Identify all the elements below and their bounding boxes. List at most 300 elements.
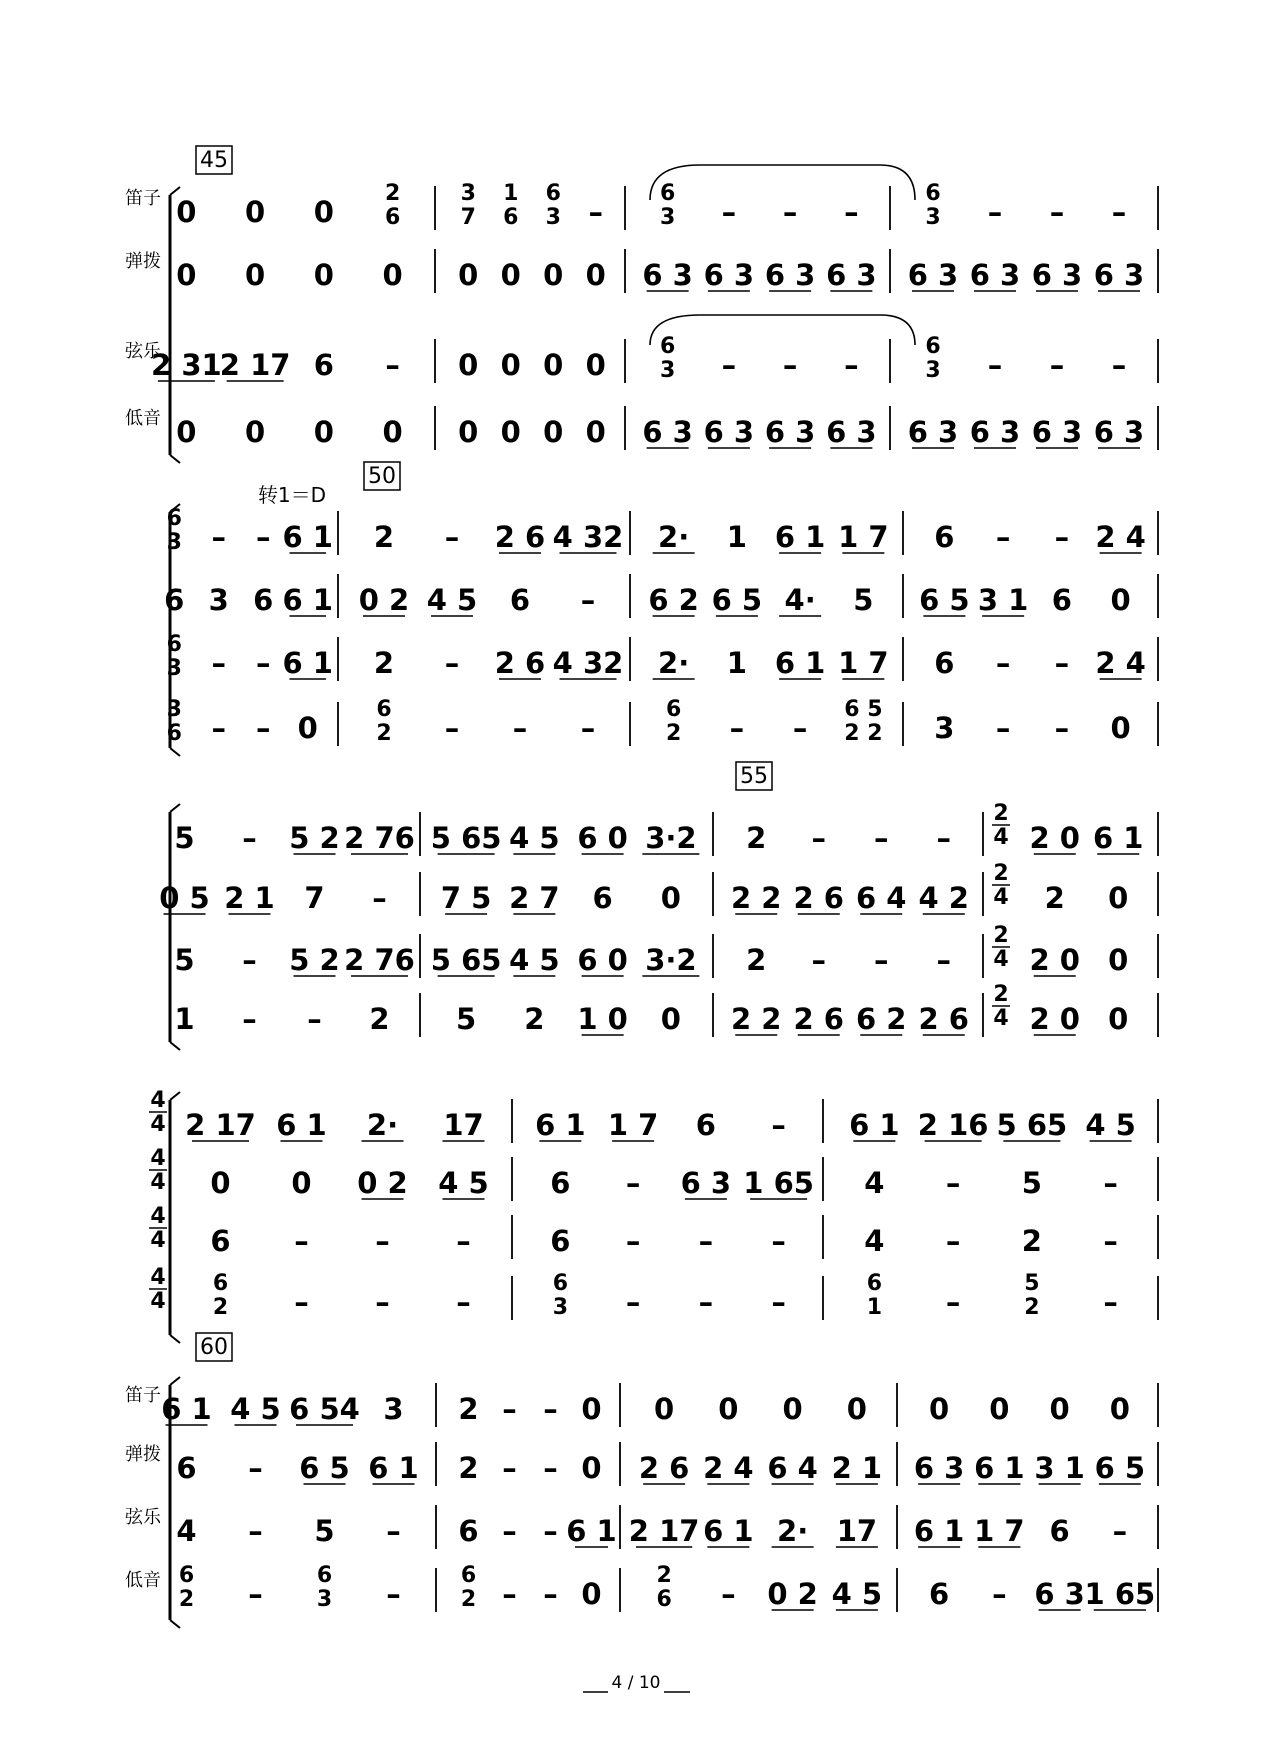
note-group: –	[945, 1285, 961, 1319]
time-sig-bottom: 4	[150, 1228, 166, 1253]
system-s1	[125, 181, 1158, 463]
note-group: –	[502, 1392, 517, 1426]
note-group: –	[771, 1108, 786, 1142]
chord-note-lower: 3	[925, 205, 941, 230]
time-sig-bottom: 4	[150, 1170, 166, 1195]
note-group: 0	[458, 415, 479, 449]
note-group: 2 4	[1095, 646, 1146, 680]
note-group: 6 3	[680, 1166, 732, 1200]
chord-note-upper: 2	[384, 181, 401, 206]
note-group: 2	[369, 1002, 390, 1036]
chord-note-upper: 6	[925, 181, 941, 206]
chord-note-upper: 2	[656, 1563, 672, 1588]
time-sig-top: 4	[150, 1146, 166, 1171]
chord-note-upper: 6	[665, 697, 682, 722]
note-group: 2 17	[185, 1108, 256, 1142]
note-group: 6 5	[919, 583, 970, 617]
note-group: 4 5	[509, 821, 560, 855]
note-group: –	[211, 711, 226, 745]
note-group: –	[456, 1224, 471, 1258]
note-group: 6 1	[913, 1514, 965, 1548]
note-group: –	[444, 646, 460, 680]
note-group: 2 6	[494, 520, 546, 554]
note-group: 0	[989, 1392, 1010, 1426]
note-group: 0	[297, 711, 318, 745]
note-group: 6	[210, 1224, 231, 1258]
note-group: –	[580, 711, 596, 745]
note-group: 6	[929, 1577, 950, 1611]
note-group: 6 3	[764, 258, 816, 292]
note-group: 4 5	[509, 943, 560, 977]
note-group: 0	[543, 258, 564, 292]
note-group: 6 3	[703, 258, 755, 292]
rehearsal-mark-60	[196, 1333, 232, 1361]
note-group: 0	[245, 415, 266, 449]
note-group: 2·	[658, 646, 690, 680]
note-group: 1 65	[743, 1166, 814, 1200]
chord-note-lower: 3	[659, 205, 676, 230]
note-group: 1 7	[607, 1108, 659, 1142]
rehearsal-mark-50	[364, 462, 400, 490]
note-group: –	[1049, 348, 1065, 382]
chord-note-lower: 3	[166, 656, 182, 681]
note-group: 0	[500, 258, 521, 292]
rehearsal-number: 45	[200, 148, 228, 173]
note-group: 1	[726, 520, 747, 554]
note-group: 5 2	[289, 943, 340, 977]
note-group: –	[625, 1224, 641, 1258]
note-group: 6 3	[1034, 1577, 1085, 1611]
bracket-top-hook	[170, 804, 180, 812]
note-group: 6	[164, 583, 185, 617]
note-group: –	[987, 348, 1003, 382]
note-group: 2 0	[1029, 821, 1080, 855]
note-group: 6	[176, 1451, 197, 1485]
note-group: –	[256, 520, 271, 554]
note-group: –	[698, 1224, 714, 1258]
note-group: 0	[382, 258, 403, 292]
note-group: 2	[373, 646, 395, 680]
chord-note-lower: 3	[925, 358, 941, 383]
note-group: 0	[500, 415, 521, 449]
note-group: 2·	[366, 1108, 399, 1142]
note-group: 6 3	[642, 415, 693, 449]
note-group: 2	[458, 1392, 479, 1426]
chord-note-lower: 2 2	[844, 721, 883, 746]
note-group: 2 4	[703, 1451, 754, 1485]
note-group: –	[1103, 1285, 1118, 1319]
note-group: 6	[253, 583, 274, 617]
note-group: 3	[934, 711, 955, 745]
note-group: –	[945, 1166, 961, 1200]
note-group: 2 17	[219, 348, 291, 382]
note-group: 5	[1021, 1166, 1042, 1200]
note-group: 1	[174, 1002, 195, 1036]
note-group: 0	[313, 415, 334, 449]
note-group: 6 54	[289, 1392, 360, 1426]
chord-note-lower: 2	[178, 1587, 195, 1612]
system-s2	[164, 504, 1158, 756]
note-group: –	[502, 1577, 517, 1611]
note-group: 6 1	[276, 1108, 327, 1142]
time-sig-top: 2	[993, 982, 1009, 1007]
note-group: 6 3	[826, 258, 877, 292]
note-group: 6 3	[826, 415, 877, 449]
time-sig-bottom: 4	[993, 885, 1009, 910]
note-group: 2 6	[918, 1002, 969, 1036]
note-group: 2 4	[1095, 520, 1146, 554]
chord-note-upper: 6	[316, 1563, 333, 1588]
note-group: –	[502, 1514, 517, 1548]
instrument-label: 弹拨	[125, 1444, 161, 1465]
note-group: 2	[1021, 1224, 1042, 1258]
note-group: 6	[1049, 1514, 1070, 1548]
note-group: 0	[846, 1392, 867, 1426]
chord-note-lower: 3	[316, 1587, 333, 1612]
note-group: –	[588, 195, 603, 229]
note-group: –	[698, 1285, 714, 1319]
note-group: 2 2	[731, 881, 782, 915]
note-group: 2 1	[224, 881, 275, 915]
note-group: 0	[313, 195, 334, 229]
time-sig-bottom: 4	[993, 825, 1009, 850]
note-group: –	[721, 1577, 736, 1611]
chord-note-lower: 3	[552, 1295, 569, 1320]
note-group: –	[844, 195, 859, 229]
note-group: 2·	[777, 1514, 809, 1548]
note-group: 0	[291, 1166, 312, 1200]
note-group: 0	[585, 258, 606, 292]
note-group: –	[992, 1577, 1007, 1611]
note-group: 0	[718, 1392, 739, 1426]
note-group: –	[543, 1392, 558, 1426]
note-group: 6 5	[1094, 1451, 1146, 1485]
note-group: –	[375, 1224, 390, 1258]
note-group: 6 3	[913, 1451, 965, 1485]
rehearsal-number: 55	[740, 764, 768, 789]
note-group: 6 0	[577, 943, 628, 977]
note-group: –	[782, 348, 798, 382]
note-group: –	[386, 1514, 401, 1548]
note-group: 0	[543, 348, 564, 382]
note-group: 6	[550, 1224, 571, 1258]
note-group: 0 2	[767, 1577, 818, 1611]
note-group: –	[242, 1002, 257, 1036]
chord-note-upper: 5	[1024, 1271, 1040, 1296]
time-sig-bottom: 4	[150, 1289, 166, 1314]
note-group: 1 7	[838, 520, 889, 554]
note-group: –	[307, 1002, 322, 1036]
key-change: 转1＝D	[257, 483, 327, 507]
note-group: 5	[174, 821, 195, 855]
note-group: –	[375, 1285, 390, 1319]
note-group: 5	[456, 1002, 477, 1036]
note-group: 5	[314, 1514, 335, 1548]
note-group: 2 6	[638, 1451, 690, 1485]
note-group: –	[625, 1166, 641, 1200]
note-group: 2 31	[151, 348, 222, 382]
rehearsal-number: 50	[368, 464, 396, 489]
bracket-top-hook	[170, 187, 180, 195]
note-group: 0	[660, 1002, 681, 1036]
note-group: –	[1054, 646, 1070, 680]
note-group: 2 1	[831, 1451, 883, 1485]
note-group: 6 3	[764, 415, 816, 449]
note-group: –	[248, 1577, 263, 1611]
note-group: 0	[1049, 1392, 1070, 1426]
note-group: 6	[934, 520, 955, 554]
note-group: 6 2	[648, 583, 699, 617]
chord-note-upper: 6	[925, 334, 941, 359]
note-group: –	[543, 1577, 558, 1611]
note-group: 3	[383, 1392, 404, 1426]
note-group: 6 1	[566, 1514, 617, 1548]
chord-note-upper: 6	[212, 1271, 229, 1296]
instrument-label: 笛子	[125, 188, 161, 209]
note-group: 3	[208, 583, 229, 617]
rehearsal-mark-55	[736, 762, 772, 790]
chord-note-lower: 3	[659, 358, 676, 383]
note-group: –	[721, 348, 737, 382]
note-group: 0	[210, 1166, 231, 1200]
note-group: 5 65	[430, 821, 502, 855]
note-group: 0	[176, 258, 197, 292]
note-group: 6 1	[1093, 821, 1144, 855]
note-group: –	[242, 943, 257, 977]
note-group: 0	[500, 348, 521, 382]
chord-note-lower: 2	[212, 1295, 229, 1320]
note-group: –	[543, 1514, 558, 1548]
note-group: 4 32	[552, 520, 624, 554]
bracket-bottom-hook	[170, 1335, 180, 1343]
note-group: –	[580, 583, 596, 617]
note-group: 1 7	[838, 646, 889, 680]
note-group: 0 2	[358, 583, 410, 617]
note-group: 3 1	[977, 583, 1029, 617]
chord-note-upper: 6 5	[844, 697, 883, 722]
note-group: 2·	[658, 520, 690, 554]
note-group: 2 17	[628, 1514, 700, 1548]
note-group: 4 5	[438, 1166, 489, 1200]
note-group: 6 3	[969, 258, 1021, 292]
chord-note-lower: 2	[1024, 1295, 1040, 1320]
note-group: 6	[592, 881, 613, 915]
note-group: 4 32	[552, 646, 624, 680]
note-group: 0	[543, 415, 564, 449]
note-group: –	[995, 711, 1011, 745]
note-group: –	[874, 821, 889, 855]
note-group: –	[256, 646, 271, 680]
note-group: 2 76	[344, 943, 415, 977]
chord-note-upper: 6	[166, 506, 182, 531]
note-group: 4 5	[831, 1577, 883, 1611]
note-group: –	[771, 1224, 786, 1258]
time-sig-top: 4	[150, 1088, 166, 1113]
bracket-bottom-hook	[170, 748, 180, 756]
time-sig-bottom: 4	[993, 947, 1009, 972]
note-group: 6 1	[774, 520, 826, 554]
note-group: 0	[581, 1577, 602, 1611]
note-group: 6 4	[856, 881, 907, 915]
note-group: –	[729, 711, 745, 745]
note-group: 4 5	[426, 583, 478, 617]
note-group: 6	[458, 1514, 479, 1548]
chord-note-lower: 7	[460, 205, 476, 230]
note-group: 0	[176, 415, 197, 449]
note-group: –	[294, 1224, 309, 1258]
note-group: 6 3	[1031, 415, 1083, 449]
note-group: 4 2	[918, 881, 969, 915]
note-group: 6 1	[368, 1451, 419, 1485]
note-group: 0 5	[159, 881, 210, 915]
note-group: –	[1111, 348, 1127, 382]
chord-note-lower: 1	[866, 1295, 883, 1320]
note-group: 5	[174, 943, 195, 977]
note-group: 2 6	[793, 1002, 844, 1036]
slur	[650, 315, 915, 345]
page-footer	[583, 1673, 690, 1693]
chord-note-lower: 2	[376, 721, 392, 746]
note-group: –	[1049, 195, 1065, 229]
note-group: –	[1054, 520, 1070, 554]
note-group: –	[242, 821, 257, 855]
note-group: 6 3	[642, 258, 693, 292]
instrument-label: 笛子	[125, 1385, 161, 1406]
note-group: –	[844, 348, 859, 382]
note-group: 6 1	[703, 1514, 754, 1548]
bracket-top-hook	[170, 1377, 180, 1385]
system-s5	[125, 1377, 1158, 1628]
note-group: 2 76	[344, 821, 415, 855]
note-group: 6	[934, 646, 955, 680]
note-group: –	[995, 646, 1011, 680]
note-group: 6 4	[767, 1451, 818, 1485]
chord-note-lower: 6	[384, 205, 401, 230]
note-group: 6 1	[282, 583, 333, 617]
note-group: 0	[1110, 583, 1131, 617]
chord-note-upper: 6	[659, 334, 676, 359]
note-group: 6 1	[282, 520, 333, 554]
instrument-label: 弦乐	[125, 341, 161, 362]
note-group: –	[256, 711, 271, 745]
note-group: 0	[382, 415, 403, 449]
note-group: 5 65	[996, 1108, 1068, 1142]
chord-note-lower: 6	[166, 721, 182, 746]
note-group: 6 5	[299, 1451, 350, 1485]
instrument-label: 弦乐	[125, 1507, 161, 1528]
note-group: 4	[176, 1514, 197, 1548]
note-group: –	[211, 520, 226, 554]
note-group: 2	[458, 1451, 479, 1485]
bracket-bottom-hook	[170, 1620, 180, 1628]
note-group: 0 2	[357, 1166, 408, 1200]
note-group: 6 3	[907, 258, 959, 292]
note-group: 2	[746, 821, 767, 855]
chord-note-upper: 6	[545, 181, 561, 206]
note-group: 4 5	[1085, 1108, 1136, 1142]
note-group: 17	[443, 1108, 484, 1142]
note-group: 0	[929, 1392, 950, 1426]
note-group: 1	[726, 646, 747, 680]
note-group: 1 65	[1084, 1577, 1156, 1611]
system-s3	[159, 801, 1158, 1050]
note-group: –	[811, 943, 826, 977]
note-group: 0	[1110, 711, 1131, 745]
note-group: 6 3	[969, 415, 1021, 449]
chord-note-lower: 6	[503, 205, 519, 230]
chord-note-upper: 6	[460, 1563, 477, 1588]
time-sig-bottom: 4	[150, 1112, 166, 1137]
chord-note-lower: 3	[166, 530, 182, 555]
note-group: –	[248, 1514, 263, 1548]
note-group: –	[771, 1285, 786, 1319]
note-group: 2	[746, 943, 767, 977]
note-group: –	[543, 1451, 558, 1485]
system-s4	[149, 1088, 1158, 1343]
note-group: 0	[245, 258, 266, 292]
note-group: 0	[1108, 943, 1129, 977]
note-group: 6 3	[703, 415, 755, 449]
note-group: 0	[581, 1451, 602, 1485]
note-group: 6 1	[282, 646, 333, 680]
note-group: 5	[853, 583, 874, 617]
note-group: 2	[1044, 881, 1065, 915]
note-group: 6	[1051, 583, 1072, 617]
chord-note-lower: 3	[545, 205, 561, 230]
note-group: –	[936, 821, 951, 855]
note-group: 0	[654, 1392, 675, 1426]
rehearsal-number: 60	[200, 1335, 228, 1360]
note-group: –	[792, 711, 808, 745]
note-group: –	[444, 711, 460, 745]
note-group: 0	[585, 348, 606, 382]
chord-note-upper: 6	[552, 1271, 569, 1296]
note-group: 2 2	[731, 1002, 782, 1036]
note-group: –	[248, 1451, 263, 1485]
chord-note-upper: 6	[178, 1563, 195, 1588]
time-sig-top: 4	[150, 1204, 166, 1229]
note-group: 2 0	[1029, 1002, 1080, 1036]
bracket-top-hook	[170, 1092, 180, 1100]
note-group: –	[385, 348, 400, 382]
note-group: –	[211, 646, 226, 680]
chord-note-upper: 3	[460, 181, 476, 206]
note-group: 6	[313, 348, 334, 382]
note-group: –	[1103, 1224, 1118, 1258]
note-group: 0	[1108, 1002, 1129, 1036]
note-group: 6	[509, 583, 531, 617]
note-group: 0	[458, 258, 479, 292]
note-group: 5 2	[289, 821, 340, 855]
note-group: –	[502, 1451, 517, 1485]
note-group: 2 6	[793, 881, 844, 915]
note-group: –	[1103, 1166, 1118, 1200]
note-group: –	[987, 195, 1003, 229]
note-group: 0	[313, 258, 334, 292]
note-group: 0	[782, 1392, 803, 1426]
bracket-bottom-hook	[170, 455, 180, 463]
note-group: 6 1	[535, 1108, 586, 1142]
note-group: –	[721, 195, 737, 229]
note-group: –	[512, 711, 528, 745]
note-group: 3·2	[645, 821, 697, 855]
chord-note-upper: 3	[166, 697, 182, 722]
note-group: –	[936, 943, 951, 977]
note-group: 6 1	[774, 646, 826, 680]
note-group: –	[811, 821, 826, 855]
note-group: –	[386, 1577, 401, 1611]
chord-note-lower: 2	[665, 721, 682, 746]
